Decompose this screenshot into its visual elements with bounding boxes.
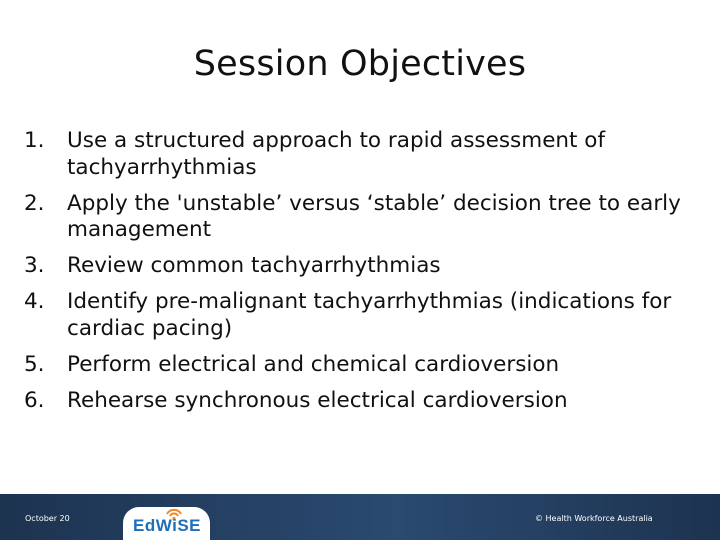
objectives-list: [24, 128, 704, 424]
list-item: [24, 191, 704, 244]
list-item-number: 5.: [24, 351, 45, 377]
footer-copyright: © Health Workforce Australia: [535, 514, 653, 523]
list-item: [24, 352, 704, 379]
list-item: [24, 289, 704, 342]
edwise-logo: [123, 507, 210, 540]
slide-title: Session Objectives: [193, 44, 527, 84]
list-item-text: Identify pre-malignant tachyarrhythmias (indications for cardiac pacing): [67, 289, 672, 341]
list-item-number: 4.: [24, 289, 45, 314]
list-item-text: Review common tachyarrhythmias: [67, 253, 441, 278]
list-item-number: 3.: [24, 253, 45, 278]
list-item-text: Apply the 'unstable’ versus ‘stable’ decision tree to early management: [67, 190, 681, 242]
footer-bar: [0, 494, 720, 540]
list-item: [24, 388, 704, 415]
list-item-text: Rehearse synchronous electrical cardioversion: [67, 387, 568, 413]
footer-date: October 20: [25, 514, 70, 523]
list-item: [24, 253, 704, 280]
list-item: [24, 128, 704, 181]
list-item-number: 6.: [24, 387, 45, 413]
list-item-text: Perform electrical and chemical cardioversion: [67, 351, 560, 377]
list-item-text: Use a structured approach to rapid assessment of tachyarrhythmias: [67, 128, 606, 180]
list-item-number: 1.: [24, 128, 45, 153]
list-item-number: 2.: [24, 190, 45, 216]
logo-wordmark: EdWiSE: [133, 516, 202, 535]
